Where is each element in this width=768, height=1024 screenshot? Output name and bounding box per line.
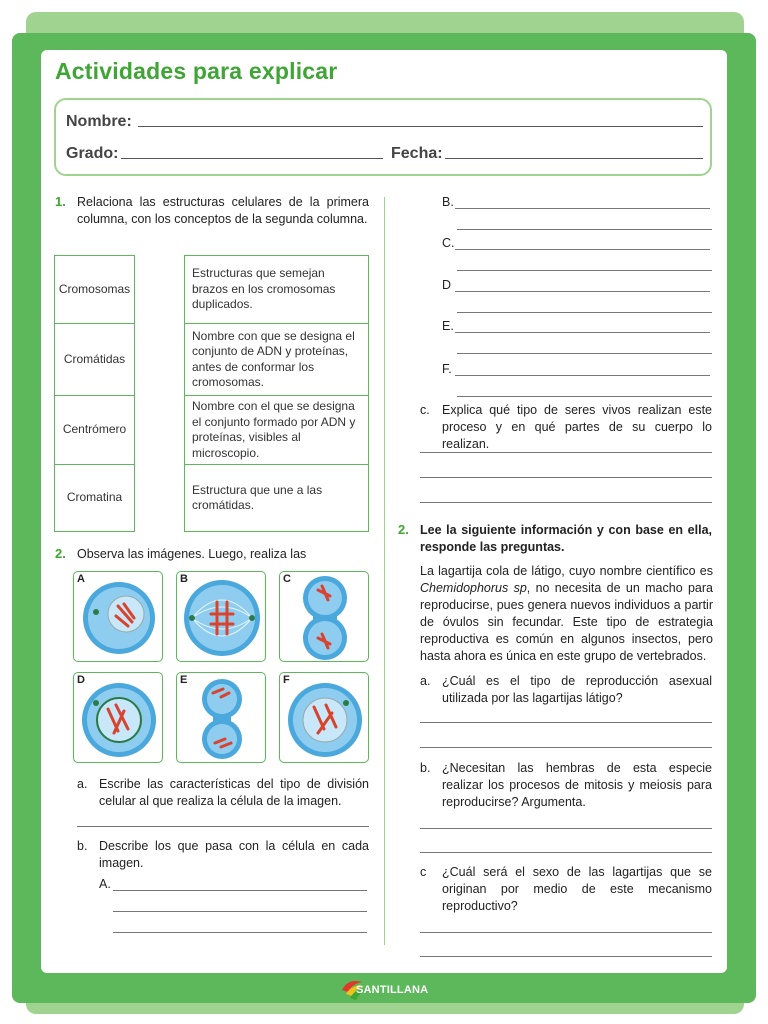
cell-division-icon [177, 572, 267, 663]
q1-left-cell: Cromosomas [54, 255, 135, 324]
q3c-marker: c [420, 865, 427, 879]
cell-image-e [176, 672, 266, 763]
answer-letter: B. [442, 195, 454, 209]
answer-line[interactable] [420, 502, 712, 503]
answer-line[interactable] [455, 249, 710, 250]
q1-right-cell: Estructuras que semejan brazos en los cromosomas duplicados. [184, 255, 369, 324]
q2c-text: Explica qué tipo de seres vivos realizan este proceso y en qué partes de su cuerpo lo realizan. [442, 403, 712, 451]
answer-line[interactable] [457, 353, 712, 354]
page-title: Actividades para explicar [55, 58, 338, 84]
q1-number: 1. [55, 194, 66, 209]
q1-text: Relaciona las estructuras celulares de la primera columna, con los conceptos de la segunda columna. [77, 195, 369, 226]
q3b-text: ¿Necesitan las hembras de esta especie realizar los procesos de mitosis y meiosis para reproducirse? Argumenta. [442, 761, 712, 809]
grado-label: Grado: [66, 145, 119, 162]
cell-image-a [73, 571, 163, 662]
passage [420, 563, 713, 665]
q3a-marker: a. [420, 674, 431, 688]
answer-letter: C. [442, 236, 455, 250]
answer-line[interactable] [420, 722, 712, 723]
cell-image-c [279, 571, 369, 662]
q2a-marker: a. [77, 777, 88, 791]
q3-number: 2. [398, 522, 409, 537]
fecha-field[interactable] [445, 158, 703, 159]
passage-start: La lagartija cola de látigo, cuyo nombre científico es [420, 564, 713, 578]
q2a-text: Escribe las características del tipo de división celular al que realiza la célula de la imagen. [99, 777, 369, 808]
cell-division-icon [74, 572, 164, 663]
cell-division-icon [280, 673, 370, 764]
answer-line[interactable] [420, 932, 712, 933]
answer-line[interactable] [455, 332, 710, 333]
answer-line[interactable] [113, 911, 367, 912]
image-label: A [77, 573, 85, 585]
cell-division-icon [177, 673, 267, 764]
answer-line[interactable] [420, 747, 712, 748]
q1-right-cell: Estructura que une a las cromátidas. [184, 464, 369, 532]
student-info-box [54, 98, 712, 176]
cell-image-d [73, 672, 163, 763]
answer-line[interactable] [455, 208, 710, 209]
q1-right-cell: Nombre con el que se designa el conjunto formado por ADN y proteínas, visibles al microscopio. [184, 395, 369, 465]
answer-line[interactable] [420, 452, 712, 453]
answer-line[interactable] [455, 375, 710, 376]
answer-line[interactable] [113, 932, 367, 933]
fecha-label: Fecha: [391, 145, 443, 162]
answer-line[interactable] [420, 852, 712, 853]
image-label: B [180, 573, 188, 585]
image-label: E [180, 674, 188, 686]
q2b-marker: b. [77, 839, 88, 853]
answer-line[interactable] [457, 396, 712, 397]
cell-image-f [279, 672, 369, 763]
answer-line[interactable] [420, 477, 712, 478]
answer-letter: A. [99, 877, 111, 891]
species-name: Chemidophorus sp [420, 581, 527, 595]
image-label: D [77, 674, 85, 686]
answer-line[interactable] [420, 828, 712, 829]
q3c-text: ¿Cuál será el sexo de las lagartijas que se originan por medio de este mecanismo reproductivo? [442, 865, 712, 913]
column-divider [384, 197, 385, 945]
q1-left-cell: Centrómero [54, 395, 135, 465]
brand-name: SANTILLANA [356, 984, 429, 996]
answer-line[interactable] [455, 291, 710, 292]
q3a-text: ¿Cuál es el tipo de reproducción asexual utilizada por las lagartijas látigo? [442, 674, 712, 705]
answer-line[interactable] [77, 826, 369, 827]
answer-line[interactable] [457, 312, 712, 313]
cell-division-icon [74, 673, 164, 764]
answer-letter: F. [442, 362, 452, 376]
cell-image-b [176, 571, 266, 662]
q2-number: 2. [55, 546, 66, 561]
q3-text: Lee la siguiente información y con base en ella, responde las preguntas. [420, 523, 712, 554]
answer-letter: D [442, 278, 452, 292]
q3b-marker: b. [420, 761, 431, 775]
grado-field[interactable] [121, 158, 383, 159]
q1-right-cell: Nombre con que se designa el conjunto de ADN y proteínas, antes de conformar los cromosomas. [184, 323, 369, 396]
answer-line[interactable] [457, 229, 712, 230]
answer-line[interactable] [420, 956, 712, 957]
q2c-marker: c. [420, 403, 430, 417]
nombre-label: Nombre: [66, 113, 132, 130]
answer-line[interactable] [457, 270, 712, 271]
answer-line[interactable] [113, 890, 367, 891]
image-label: F [283, 674, 290, 686]
image-label: C [283, 573, 291, 585]
q1-left-cell: Cromátidas [54, 323, 135, 396]
cell-division-icon [280, 572, 370, 663]
answer-letter: E. [442, 319, 454, 333]
q1-left-cell: Cromatina [54, 464, 135, 532]
nombre-field[interactable] [138, 126, 703, 127]
q2-text: Observa las imágenes. Luego, realiza las [77, 547, 307, 561]
q2b-text: Describe los que pasa con la célula en cada imagen. [99, 839, 369, 870]
passage-end: , no necesita de un macho para reproducirse, pues genera nuevos individuos a partir de óvulos sin fecundar. Este tipo de estrategia reproductiva es común en algunos insectos, pero hasta ahora es única en este grupo de vertebrados. [420, 581, 713, 663]
